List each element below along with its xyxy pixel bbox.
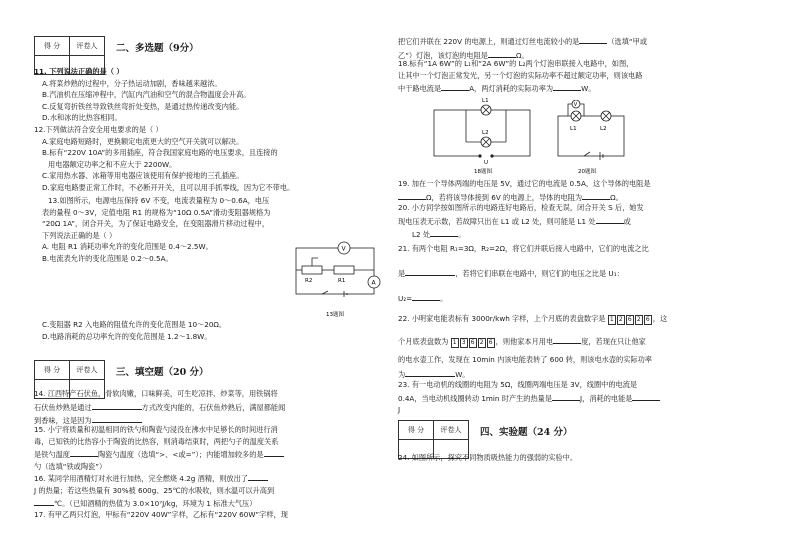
q22-text: W。 (455, 370, 470, 379)
q17-text: 乙”）灯泡，该灯泡的电阻是 (398, 50, 488, 60)
q17-text: 把它们并联在 220V 的电源上，则通过灯丝电流较小的是 (398, 37, 580, 46)
q20-blank-2[interactable] (430, 227, 458, 237)
q14-text: 方式改变内能的，石伏鱼炒熟后，满屋都能闻 (141, 402, 286, 412)
meter-digit: 6 (469, 338, 477, 348)
q14-line-2 (34, 400, 386, 414)
q22-text: ，这 (652, 314, 668, 323)
q17-text: Ω。 (515, 50, 529, 60)
q22-text: 22. 小明家电能表标有 3000r/kwh 字样，上个月底的表盘数字是 (398, 314, 606, 323)
meter-digit: 2 (478, 338, 486, 348)
q23-blank-1[interactable] (552, 391, 580, 401)
q20-blank-1[interactable] (596, 214, 624, 224)
fig20-voltmeter-label: V (573, 102, 578, 108)
section-3-header (34, 360, 334, 382)
q16-line-3 (34, 496, 386, 510)
q14-blank-2[interactable] (92, 413, 142, 423)
meter-reading-end (451, 337, 496, 346)
question-14 (34, 388, 386, 427)
question-16 (34, 471, 386, 510)
q21-line-1: 21. 有两个电阻 R₁=3Ω，R₂=2Ω，将它们并联后接入电路中，它们的电流之比 (398, 244, 649, 253)
figure-20-circuit (550, 100, 640, 176)
q14-blank-1[interactable] (92, 400, 142, 410)
fig20-l2-label: L2 (600, 126, 607, 132)
q19-line-1: 19. 加在一个导体两端的电压是 5V，通过它的电流是 0.5A，这个导体的电阻是 (398, 179, 651, 188)
q16-line-1 (34, 471, 386, 485)
q17-blank-1[interactable] (579, 34, 607, 44)
q24-line-1: 24. 如图所示，探究不同物质吸热能力的强弱的实验中。 (398, 453, 578, 462)
q22-text: 度，若现在只让他家 (581, 337, 646, 346)
q15-blank-1[interactable] (70, 447, 98, 457)
q12-option-d: D.家庭电路要正常工作时，不必断开开关，且可以用手抓零线，因为它不带电。 (42, 182, 295, 192)
q15-line-1: 15. 小宁将质量和初温相同的铁勺和陶瓷勺浸没在沸水中足够长的时间进行消 (34, 425, 278, 434)
fig13-r2-label: R2 (305, 278, 313, 284)
meter-digit: 2 (635, 315, 643, 325)
q12-stem: 12.下列做法符合安全用电要求的是（ ） (34, 125, 163, 134)
q12-option-a: A.家庭电路短路时，更换额定电流更大的空气开关就可以解决。 (42, 136, 244, 146)
meter-reading-start (608, 314, 653, 323)
score-label: 得 分 (399, 421, 434, 440)
q18-line-2: 让其中一个灯泡正常发光，另一个灯泡的实际功率不超过额定功率，则该电路 (398, 70, 643, 80)
q11-option-d: D.水和冰的比热容相同。 (42, 113, 122, 123)
q23-line-3: J (398, 405, 401, 415)
q18-line-3 (398, 81, 768, 95)
q13-option-a: A. 电阻 R1 消耗功率允许的变化范围是 0.4～2.5W。 (42, 242, 213, 252)
question-23 (398, 379, 768, 416)
question-18 (398, 58, 768, 95)
q13-line-1: 13.如图所示，电源电压保持 6V 不变，电流表量程为 0～0.6A，电压 (48, 196, 270, 205)
grader-label: 评卷人 (434, 421, 469, 440)
q16-blank-1[interactable] (248, 471, 268, 481)
q18-line-1: 18.标有“1A 6W”的 L₁和“2A 6W”的 L₂两个灯泡串联接入电路中，如图， (398, 59, 634, 68)
fig13-voltmeter-label: V (341, 245, 346, 253)
q23-text: J，消耗的电能是 (580, 393, 633, 403)
q15-blank-2[interactable] (264, 447, 284, 457)
q21-line-2 (398, 266, 768, 281)
q13-option-b: B.电流表允许的变化范围是 0.2～0.5A。 (42, 253, 173, 263)
score-label: 得 分 (35, 361, 70, 380)
fig18-caption: 18题图 (474, 169, 492, 175)
q13-option-d: D.电路消耗的总功率允许的变化范围是 1.2～1.8W。 (42, 331, 212, 341)
q17-blank-2[interactable] (488, 48, 516, 58)
q18-blank-1[interactable] (441, 81, 469, 91)
q11-option-a: A.将菜炒熟的过程中，分子热运动加剧，香味越来越浓。 (42, 78, 222, 88)
q13-line-3: “20Ω 1A”，闭合开关，为了保证电路安全，在变阻器滑片移动过程中， (42, 219, 270, 229)
q21-text: 是 (398, 269, 406, 278)
fig18-u-label: U (484, 160, 489, 166)
q11-stem: 11. 下列说法正确的是（ ） (34, 67, 124, 76)
q22-text: 为 (398, 370, 406, 379)
q23-line-1: 23. 有一电动机的线圈的电阻为 5Ω，线圈两端电压是 3V，线圈中的电流是 (398, 380, 638, 389)
q23-text: 0.4A，当电动机线圈转动 1min 时产生的热量是 (398, 393, 553, 403)
q15-line-3 (34, 447, 386, 461)
fig13-caption: 13题图 (326, 312, 344, 318)
q16-text: 16. 某同学用酒精灯对水进行加热，完全燃烧 4.2g 酒精，则放出了 (34, 474, 248, 483)
q20-text: 现电压表无示数，若故障只出在 L1 或 L2 处，则可能是 L1 处 (398, 216, 596, 226)
q16-text: ℃。（已知酒精的热值为 3.0×10⁷J/kg，环境为 1 标准大气压） (54, 499, 257, 509)
left-column (34, 0, 386, 560)
meter-digit: 1 (451, 338, 459, 348)
q18-text: 中干路电流是 (398, 84, 442, 94)
q18-blank-2[interactable] (553, 81, 581, 91)
question-21 (398, 242, 768, 306)
right-column (398, 0, 768, 560)
q14-text: 到香味，这是因为 (34, 416, 92, 426)
q12-option-b-1: B.标有“220V 10A”的多用插座，符合我国家庭电路的电压要求，且连接的 (42, 148, 278, 158)
q13-option-c: C.变阻器 R2 入电路的阻值允许的变化范围是 10～20Ω。 (42, 320, 227, 329)
fig13-ammeter-label: A (371, 279, 376, 287)
grader-label: 评卷人 (70, 37, 105, 56)
question-24 (398, 452, 768, 464)
q22-line-2 (398, 334, 768, 349)
question-19 (398, 178, 768, 203)
q20-line-3 (398, 227, 768, 241)
q23-blank-2[interactable] (632, 391, 660, 401)
q20-text: 。 (458, 230, 466, 240)
q22-line-1 (398, 312, 768, 326)
question-12 (34, 124, 386, 194)
q20-text: L2 处 (412, 230, 431, 240)
q21-text: U₂= (398, 294, 413, 303)
q19-blank-1[interactable] (398, 190, 426, 200)
question-13-cd (34, 319, 386, 342)
section-title: 四、实验题（24 分） (480, 427, 573, 438)
q16-line-2: J 的热量；若这些热量有 30%被 600g、25℃的水吸收，则水温可以升高到 (34, 485, 275, 495)
q21-blank-1[interactable] (405, 266, 455, 276)
q22-line-3: 的电水壶工作，发现在 10min 内该电能表转了 600 转，则该电水壶的实际功率 (398, 355, 652, 364)
q15-text: 是铁勺温度 (34, 450, 70, 460)
q12-option-c: C.家用热水器、冰箱等用电器应该使用有保护接地的三孔插座。 (42, 171, 244, 181)
score-label: 得 分 (35, 37, 70, 56)
q17-text: （选填“甲或 (607, 37, 648, 46)
q23-line-2 (398, 391, 768, 405)
q14-text: 石伏鱼炒熟是通过 (34, 402, 92, 412)
grader-label: 评卷人 (70, 361, 105, 380)
q21-text: 。 (440, 294, 448, 303)
q22-text: 个月底表盘数为 (398, 337, 449, 346)
q11-option-b: B.汽油机在压缩冲程中，汽缸内汽油和空气的混合物温度会升高。 (42, 90, 251, 100)
q16-blank-2[interactable] (34, 496, 54, 506)
q15-text: 陶瓷勺温度（选填“>、<或=”）；内能增加较多的是 (97, 450, 264, 460)
q13-line-4: 下列说法正确的是（ ） (42, 230, 117, 240)
q17-line-2 (398, 34, 768, 48)
section-2-header (34, 36, 334, 58)
fig18-l2-label: L2 (482, 130, 489, 136)
meter-digit: 6 (626, 315, 634, 325)
q20-line-2 (398, 214, 768, 228)
question-15 (34, 424, 386, 472)
q21-line-3 (398, 291, 768, 306)
q19-text: Ω。 (610, 192, 623, 202)
fig18-l1-label: L1 (482, 98, 489, 104)
q22-text: ，则他家本月用电 (495, 337, 554, 346)
fig20-l1-label: L1 (570, 126, 577, 132)
q17-line-1: 17. 有甲乙两只灯泡，甲标有“220V 40W”字样，乙标有“220V 60W”字样，现 (34, 510, 288, 519)
figure-13-circuit (282, 236, 386, 322)
q18-text: W。 (581, 84, 596, 94)
meter-digit: 6 (487, 338, 495, 348)
q20-line-1: 20. 小方同学按如图所示的电路连好电路后，检查无误，闭合开关 S 后，她发 (398, 203, 644, 212)
q22-blank-1[interactable] (553, 334, 581, 344)
section-title: 二、多选题（9分） (116, 43, 199, 54)
question-20 (398, 202, 768, 241)
q15-line-2: 毒，已知铁的比热容小于陶瓷的比热容，则消毒结束时，两把勺子的温度关系 (34, 436, 279, 446)
q11-option-c: C.反复弯折铁丝导致铁丝弯折处变热，是通过热传递改变内能。 (42, 101, 244, 111)
section-4-header (398, 420, 698, 442)
fig13-r1-label: R1 (338, 278, 346, 284)
meter-digit: 2 (617, 315, 625, 325)
fig20-caption: 20题图 (578, 169, 596, 175)
meter-digit: 6 (644, 315, 652, 325)
q12-option-b-2: 用电器额定功率之和不应大于 2200W。 (48, 159, 177, 169)
q20-text: 或 (623, 216, 631, 226)
q21-blank-2[interactable] (412, 291, 440, 301)
question-22 (398, 312, 768, 382)
q19-blank-2[interactable] (582, 190, 610, 200)
q15-line-4: 勺（选填“铁或陶瓷”） (34, 461, 107, 471)
q21-text: ，若将它们串联在电路中，则它们的电压之比是 U₁： (455, 269, 624, 278)
figure-18-circuit (428, 96, 538, 176)
q19-text: Ω，若将该导体接到 6V 的电源上，导体的电阻为 (426, 192, 583, 202)
q18-text: A，两灯消耗的实际功率为 (469, 84, 554, 94)
q22-blank-2[interactable] (405, 367, 455, 377)
meter-digit: 1 (608, 315, 616, 325)
q13-line-2: 表的量程 0～3V，定值电阻 R1 的规格为“10Ω 0.5A”滑动变阻器规格为 (42, 207, 271, 217)
question-17 (34, 509, 386, 521)
meter-digit: 3 (460, 338, 468, 348)
question-11 (34, 66, 386, 124)
section-title: 三、填空题（20 分） (116, 367, 209, 378)
q14-line-1: 14. 江西特产石伏鱼，骨软肉嫩，口味鲜美，可生吃凉拌、炒菜等，用铁锅将 (34, 389, 278, 398)
